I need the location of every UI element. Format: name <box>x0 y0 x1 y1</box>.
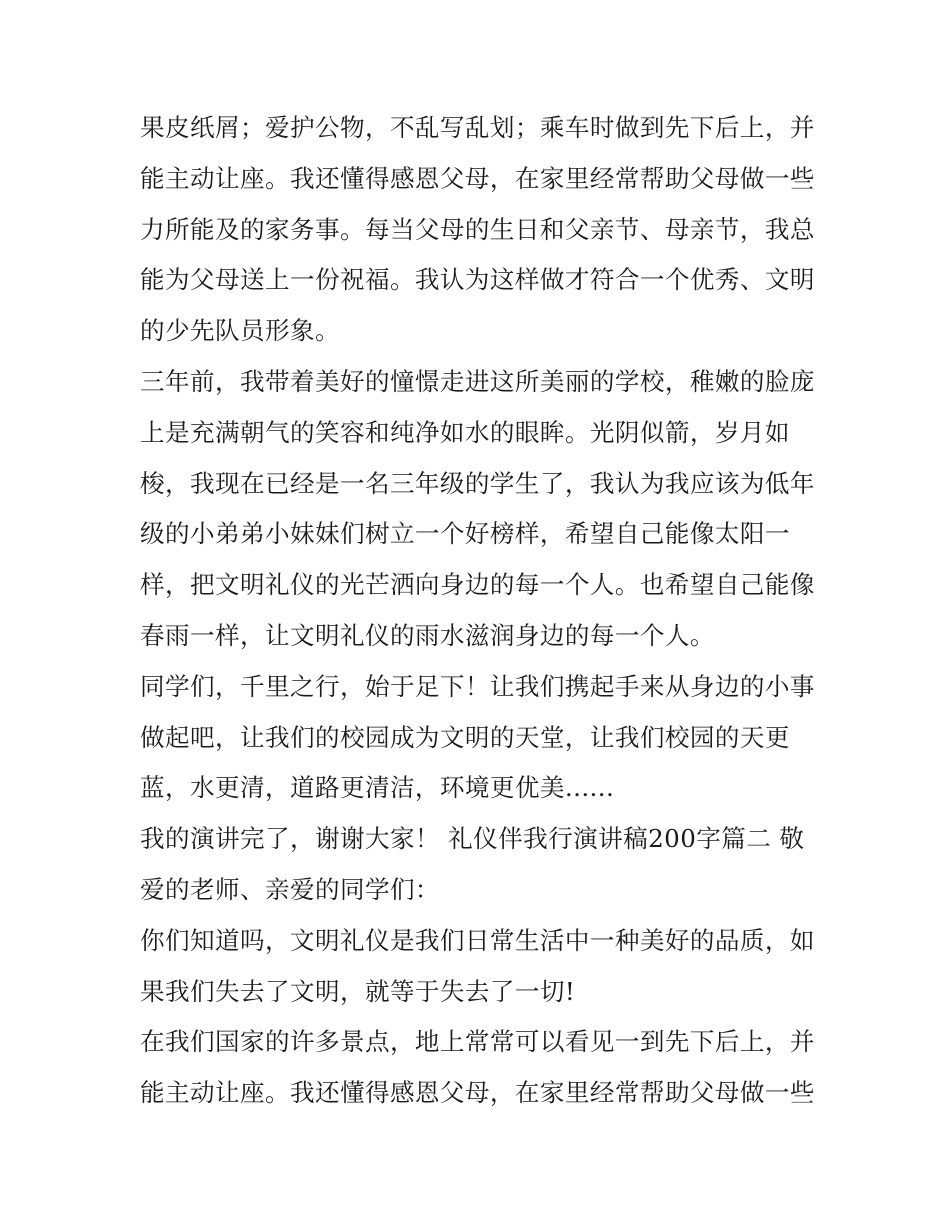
text-line: 级的小弟弟小妹妹们树立一个好榜样，希望自己能像太阳一 <box>140 519 790 549</box>
text-line: 的少先队员形象。 <box>140 316 340 346</box>
text-line: 上是充满朝气的笑容和纯净如水的眼眸。光阴似箭，岁月如 <box>140 417 790 447</box>
text-line: 你们知道吗，文明礼仪是我们日常生活中一种美好的品质，如 <box>140 925 815 955</box>
document-body <box>140 103 820 1119</box>
text-line: 做起吧，让我们的校园成为文明的天堂，让我们校园的天更 <box>140 722 790 752</box>
text-line: 样，把文明礼仪的光芒洒向身边的每一个人。也希望自己能像 <box>140 570 815 600</box>
text-line: 能主动让座。我还懂得感恩父母，在家里经常帮助父母做一些 <box>140 163 815 193</box>
text-line: 力所能及的家务事。每当父母的生日和父亲节、母亲节，我总 <box>140 214 815 244</box>
text-line: 梭，我现在已经是一名三年级的学生了，我认为我应该为低年 <box>140 468 815 498</box>
text-line: 果我们失去了文明，就等于失去了一切! <box>140 976 576 1006</box>
text-line: 爱的老师、亲爱的同学们： <box>140 874 440 904</box>
text-line: 春雨一样，让文明礼仪的雨水滋润身边的每一个人。 <box>140 620 715 650</box>
text-line: 能为父母送上一份祝福。我认为这样做才符合一个优秀、文明 <box>140 265 815 295</box>
text-line: 蓝，水更清，道路更清洁，环境更优美...... <box>140 773 615 803</box>
text-line: 三年前，我带着美好的憧憬走进这所美丽的学校，稚嫩的脸庞 <box>140 366 815 396</box>
text-line: 果皮纸屑；爱护公物，不乱写乱划；乘车时做到先下后上，并 <box>140 113 815 142</box>
text-line: 我的演讲完了，谢谢大家！ 礼仪伴我行演讲稿200字篇二 敬 <box>140 824 805 854</box>
text-line: 能主动让座。我还懂得感恩父母，在家里经常帮助父母做一些 <box>140 1078 815 1108</box>
text-line: 同学们，千里之行，始于足下！让我们携起手来从身边的小事 <box>140 671 815 701</box>
text-line: 在我们国家的许多景点，地上常常可以看见一到先下后上，并 <box>140 1027 815 1057</box>
